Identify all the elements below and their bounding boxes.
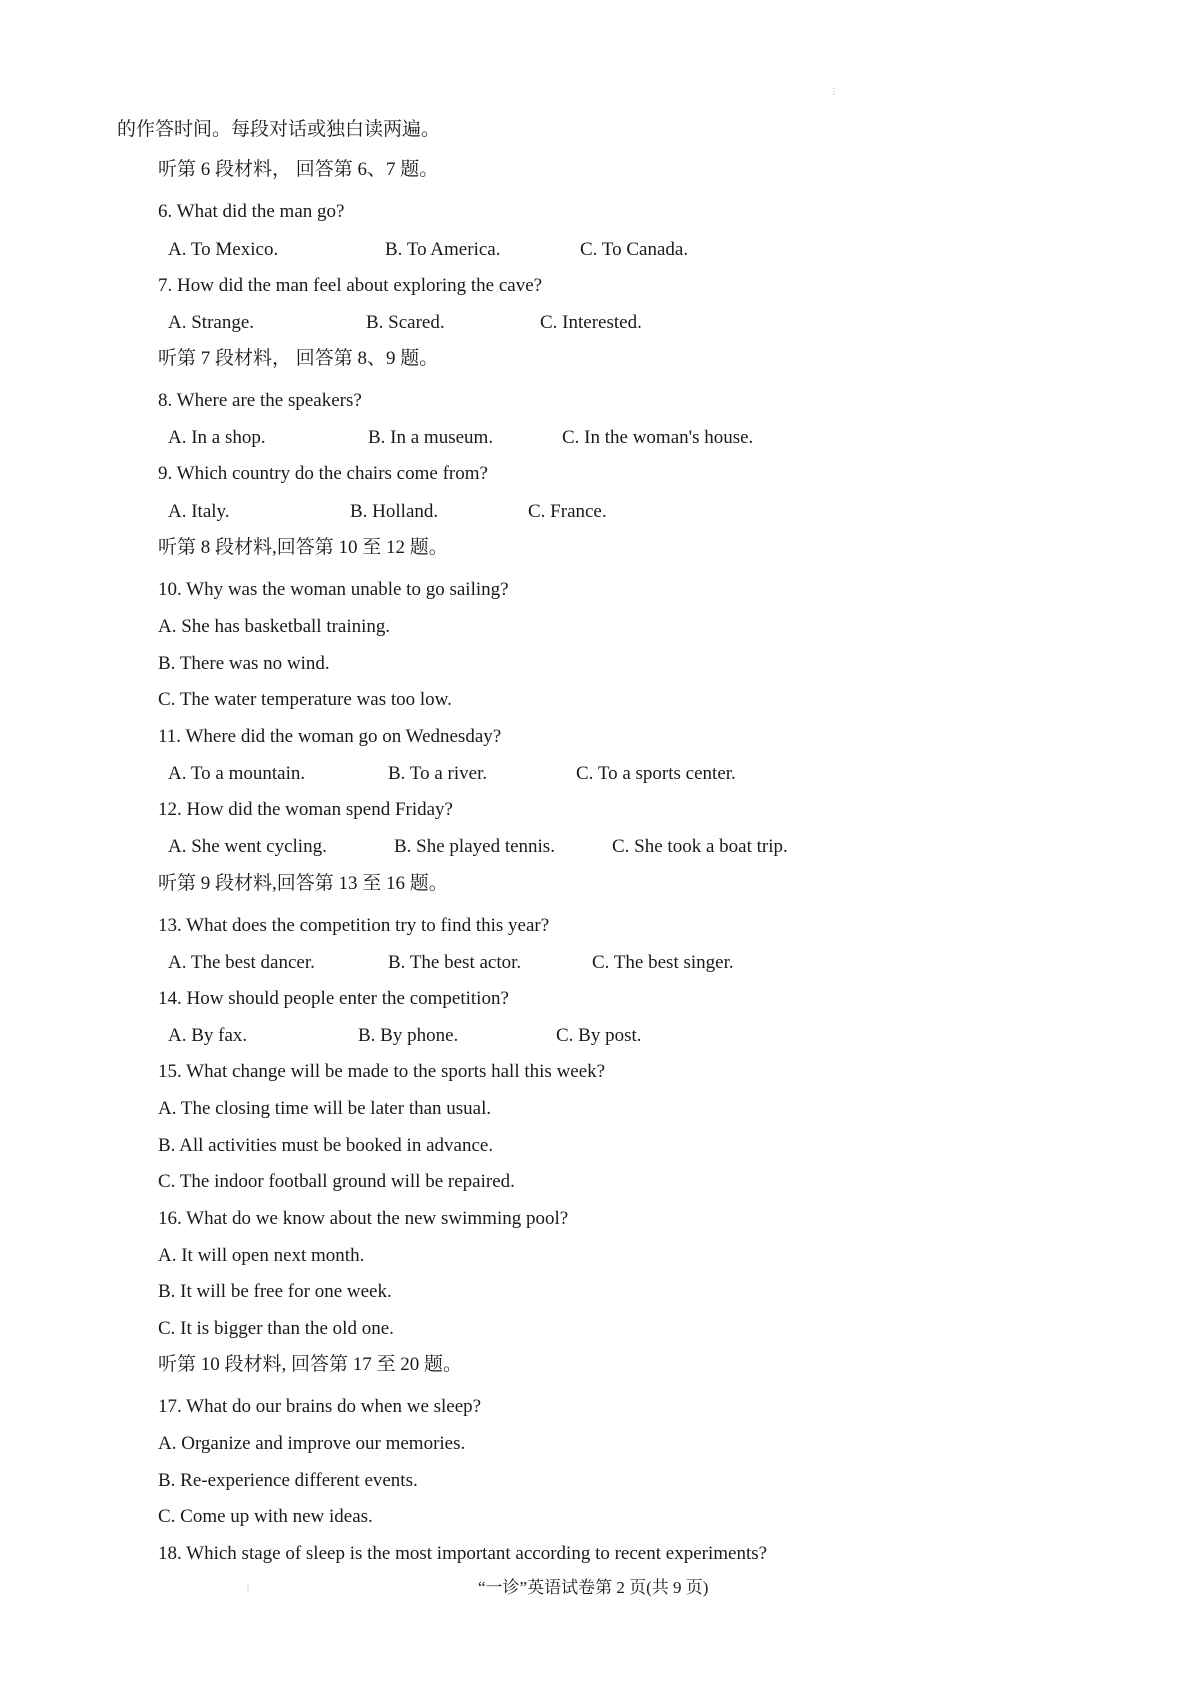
option-c: C. France. [528, 501, 607, 522]
question-text: 14. How should people enter the competition? [158, 988, 509, 1009]
section-heading: 听第 6 段材料， 回答第 6、7 题。 [158, 159, 439, 180]
option-a: A. The best dancer. [168, 952, 315, 973]
section-heading: 听第 9 段材料,回答第 13 至 16 题。 [158, 873, 448, 894]
section-heading: 听第 7 段材料， 回答第 8、9 题。 [158, 348, 439, 369]
question-text: 13. What does the competition try to find this year? [158, 915, 550, 936]
option-a: A. The closing time will be later than usual. [158, 1098, 492, 1119]
option-b: B. It will be free for one week. [158, 1281, 392, 1302]
section-heading: 听第 8 段材料,回答第 10 至 12 题。 [158, 537, 448, 558]
option-b: B. Holland. [350, 501, 439, 522]
option-b: B. To a river. [388, 763, 488, 784]
scan-mark: ⋮ [244, 1584, 252, 1593]
option-c: C. To Canada. [580, 239, 689, 260]
option-a: A. To Mexico. [168, 239, 279, 260]
option-b: B. In a museum. [368, 427, 494, 448]
option-a: A. Strange. [168, 312, 255, 333]
scan-mark: ⋮ [830, 87, 838, 96]
section-heading: 听第 10 段材料, 回答第 17 至 20 题。 [158, 1354, 463, 1375]
option-b: B. Scared. [366, 312, 445, 333]
question-text: 6. What did the man go? [158, 201, 345, 222]
option-b: B. All activities must be booked in advance. [158, 1135, 494, 1156]
option-c: C. She took a boat trip. [612, 836, 788, 857]
option-b: B. By phone. [358, 1025, 459, 1046]
option-a: A. To a mountain. [168, 763, 306, 784]
question-text: 9. Which country do the chairs come from? [158, 463, 488, 484]
option-a: A. In a shop. [168, 427, 266, 448]
option-c: C. To a sports center. [576, 763, 736, 784]
question-text: 12. How did the woman spend Friday? [158, 799, 453, 820]
option-c: C. In the woman's house. [562, 427, 754, 448]
option-c: C. The water temperature was too low. [158, 689, 452, 710]
option-c: C. It is bigger than the old one. [158, 1318, 394, 1339]
option-c: C. The best singer. [592, 952, 734, 973]
option-a: A. She has basketball training. [158, 616, 391, 637]
option-c: C. Come up with new ideas. [158, 1506, 373, 1527]
option-a: A. She went cycling. [168, 836, 327, 857]
question-text: 10. Why was the woman unable to go sailing? [158, 579, 509, 600]
question-text: 18. Which stage of sleep is the most important according to recent experiments? [158, 1543, 768, 1564]
question-text: 17. What do our brains do when we sleep? [158, 1396, 482, 1417]
option-b: B. She played tennis. [394, 836, 555, 857]
option-b: B. To America. [385, 239, 501, 260]
option-a: A. Italy. [168, 501, 230, 522]
question-text: 11. Where did the woman go on Wednesday? [158, 726, 502, 747]
question-text: 16. What do we know about the new swimming pool? [158, 1208, 569, 1229]
page-footer: “一诊”英语试卷第 2 页(共 9 页) [478, 1578, 709, 1597]
intro-text: 的作答时间。每段对话或独白读两遍。 [117, 119, 441, 140]
option-c: C. The indoor football ground will be repaired. [158, 1171, 515, 1192]
option-a: A. By fax. [168, 1025, 248, 1046]
question-text: 7. How did the man feel about exploring the cave? [158, 275, 543, 296]
option-b: B. The best actor. [388, 952, 522, 973]
option-a: A. It will open next month. [158, 1245, 365, 1266]
question-text: 15. What change will be made to the sports hall this week? [158, 1061, 606, 1082]
option-a: A. Organize and improve our memories. [158, 1433, 466, 1454]
option-b: B. Re-experience different events. [158, 1470, 418, 1491]
option-c: C. Interested. [540, 312, 642, 333]
option-c: C. By post. [556, 1025, 642, 1046]
question-text: 8. Where are the speakers? [158, 390, 362, 411]
option-b: B. There was no wind. [158, 653, 330, 674]
